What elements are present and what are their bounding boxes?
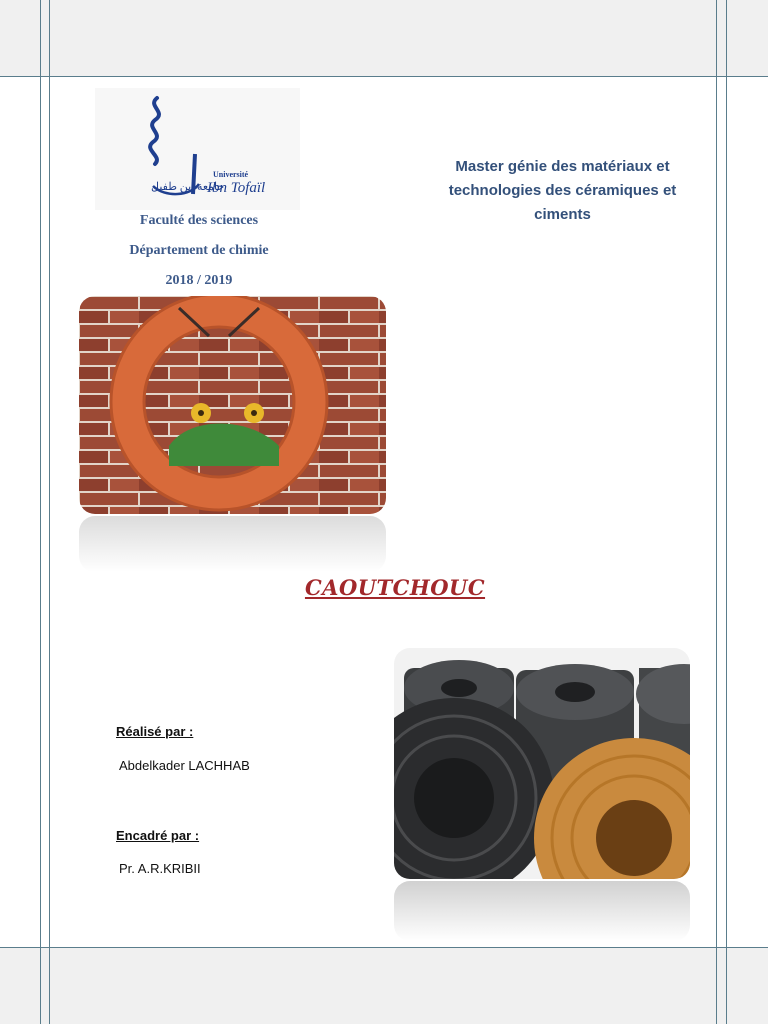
tire-planter-photo xyxy=(79,296,386,514)
frame-line xyxy=(716,0,717,1024)
photo-reflection xyxy=(394,881,690,941)
university-logo xyxy=(95,88,300,210)
logo-university-name: Ibn Tofaïl xyxy=(207,180,266,196)
author-label: Réalisé par : xyxy=(116,724,194,739)
frame-line xyxy=(726,0,727,1024)
frame-line xyxy=(49,0,50,1024)
frame-line xyxy=(0,76,768,77)
logo-arabic-name: جامعة ابن طفيل xyxy=(151,181,225,193)
logo-university-label: Université xyxy=(213,170,249,179)
academic-year: 2018 / 2019 xyxy=(165,273,233,288)
author-name: Abdelkader LACHHAB xyxy=(119,758,250,773)
program-title: Master génie des matériaux et technologies des céramiques et ciments xyxy=(448,158,677,223)
document-title: CAOUTCHOUC xyxy=(304,575,486,600)
supervisor-label: Encadré par : xyxy=(116,828,200,843)
photo-reflection xyxy=(79,516,386,572)
footer-band xyxy=(0,948,768,1024)
header-band xyxy=(0,0,768,76)
supervisor-name: Pr. A.R.KRIBII xyxy=(119,861,201,876)
rubber-rolls-photo xyxy=(394,648,690,879)
frame-line xyxy=(40,0,41,1024)
frame-line xyxy=(0,947,768,948)
faculty-name: Faculté des sciences xyxy=(139,213,259,228)
department-name: Département de chimie xyxy=(129,243,269,258)
